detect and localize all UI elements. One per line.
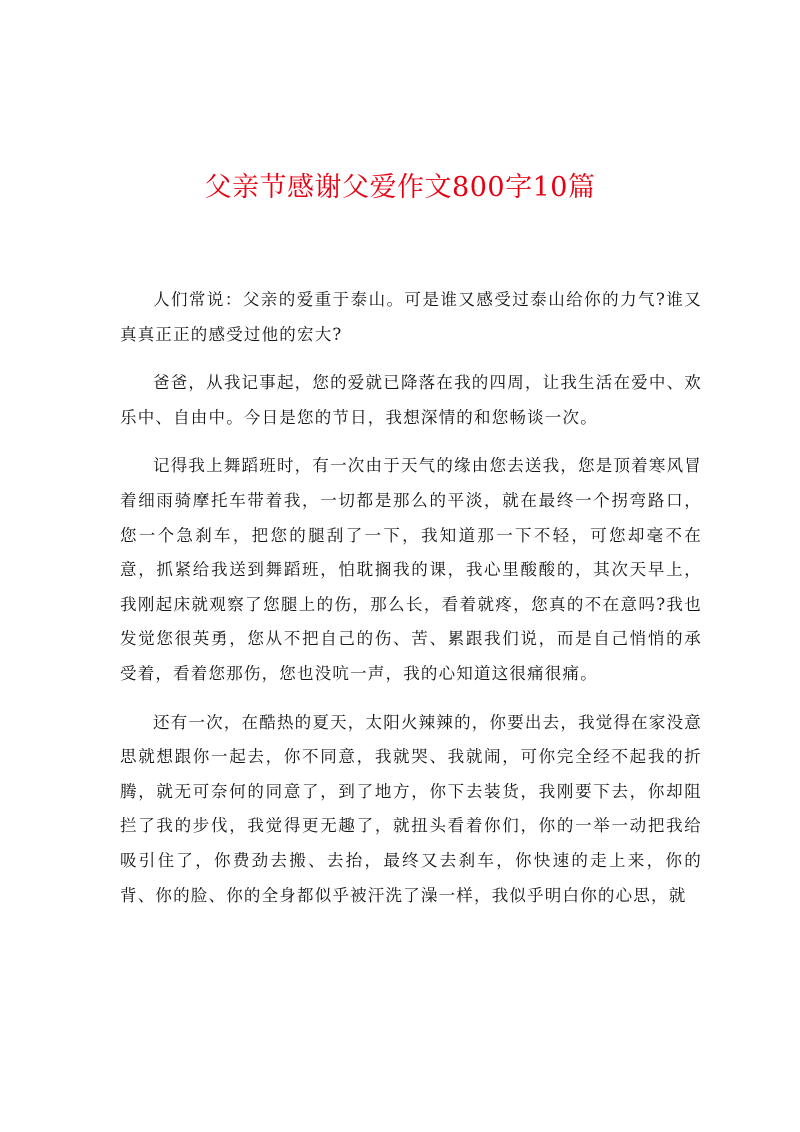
paragraph-2: 爸爸，从我记事起，您的爱就已降落在我的四周，让我生活在爱中、欢乐中、自由中。今日是您的节日，我想深情的和您畅谈一次。 xyxy=(120,373,702,427)
document-body xyxy=(120,283,702,927)
document-title: 父亲节感谢父爱作文800字10篇 xyxy=(204,172,596,203)
paragraph-3: 记得我上舞蹈班时，有一次由于天气的缘由您去送我，您是顶着寒风冒着细雨骑摩托车带着我，一切都是那么的平淡，就在最终一个拐弯路口，您一个急刹车，把您的腿刮了一下，我知道那一下不轻，可您却毫不在意，抓紧给我送到舞蹈班，怕耽搁我的课，我心里酸酸的，其次天早上，我刚起床就观察了您腿上的伤，那么长，看着就疼，您真的不在意吗?我也发觉您很英勇，您从不把自己的伤、苦、累跟我们说，而是自己悄悄的承受着，看着您那伤，您也没吭一声，我的心知道这很痛很痛。 xyxy=(120,456,702,683)
paragraph-4: 还有一次，在酷热的夏天，太阳火辣辣的，你要出去，我觉得在家没意思就想跟你一起去，你不同意，我就哭、我就闹，可你完全经不起我的折腾，就无可奈何的同意了，到了地方，你下去装货，我刚要下去，你却阻拦了我的步伐，我觉得更无趣了，就扭头看着你们，你的一举一动把我给吸引住了，你费劲去搬、去抬，最终又去刹车，你快速的走上来，你的背、你的脸、你的全身都似乎被汗洗了澡一样，我似乎明白你的心思，就 xyxy=(120,712,702,905)
paragraph-1: 人们常说：父亲的爱重于泰山。可是谁又感受过泰山给你的力气?谁又真真正正的感受过他的宏大? xyxy=(120,290,702,344)
